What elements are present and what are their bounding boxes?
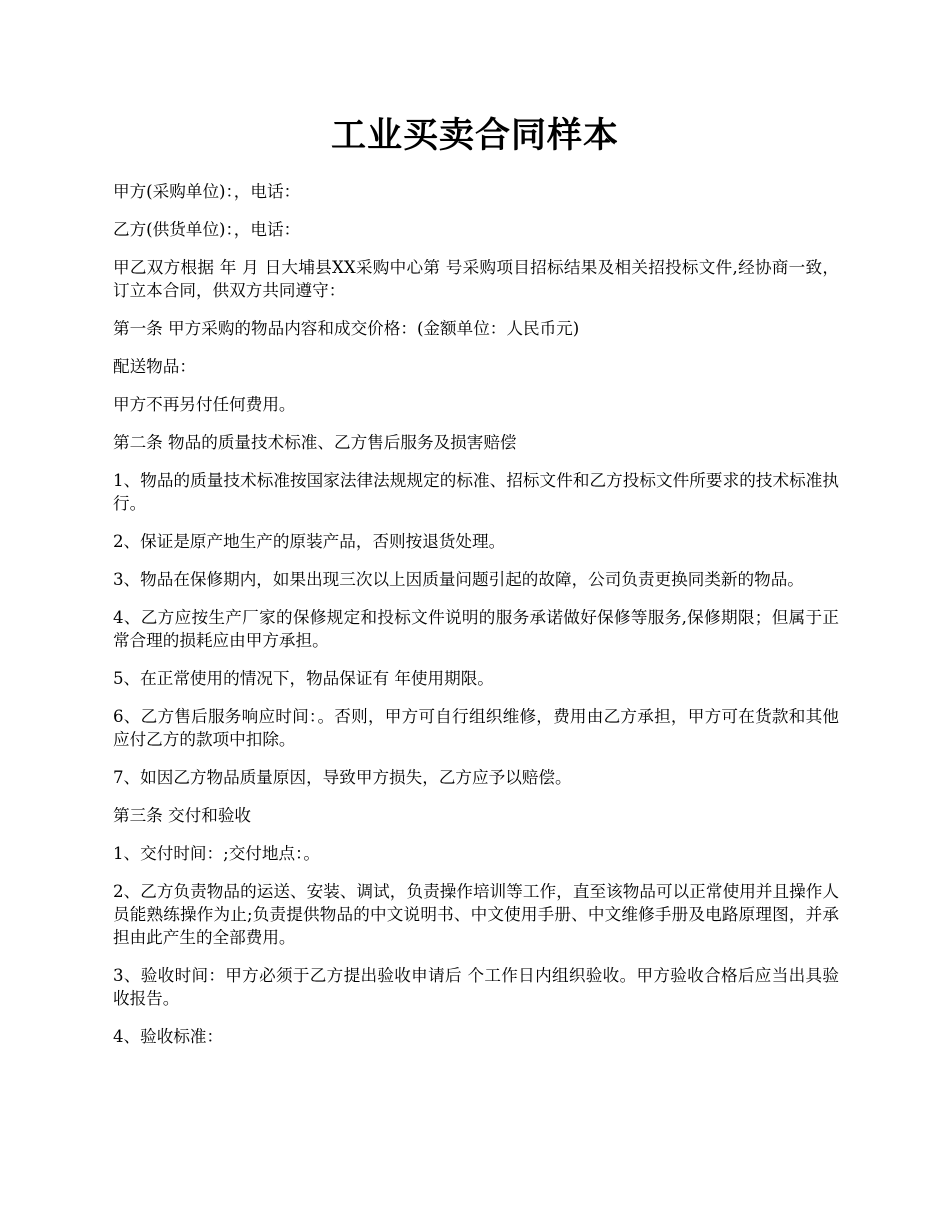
preamble-paragraph: 甲乙双方根据 年 月 日大埔县XX采购中心第 号采购项目招标结果及相关招投标文件,经协商一致，订立本合同，供双方共同遵守：: [113, 258, 839, 300]
no-extra-fee-line: 甲方不再另付任何费用。: [113, 395, 296, 414]
article-2-heading: 第二条 物品的质量技术标准、乙方售后服务及损害赔偿: [113, 433, 517, 452]
delivery-items-line: 配送物品：: [113, 357, 196, 376]
article-2-clause-2: 2、保证是原产地生产的原装产品，否则按退货处理。: [113, 532, 506, 551]
article-1-heading: 第一条 甲方采购的物品内容和成交价格：(金额单位：人民币元): [113, 319, 580, 338]
article-2-clause-7: 7、如因乙方物品质量原因，导致甲方损失，乙方应予以赔偿。: [113, 768, 572, 787]
document-body: [113, 180, 839, 1063]
article-2-clause-5: 5、在正常使用的情况下，物品保证有 年使用期限。: [113, 669, 494, 688]
article-2-clause-1: 1、物品的质量技术标准按国家法律法规规定的标准、招标文件和乙方投标文件所要求的技术标准执行。: [113, 471, 839, 513]
party-a-line: 甲方(采购单位)：，电话：: [113, 182, 301, 201]
document-title: 工业买卖合同样本: [330, 115, 619, 156]
article-3-clause-4: 4、验收标准：: [113, 1027, 224, 1046]
article-3-clause-1: 1、交付时间：;交付地点：。: [113, 844, 320, 863]
article-3-clause-2: 2、乙方负责物品的运送、安装、调试，负责操作培训等工作，直至该物品可以正常使用并且操作人员能熟练操作为止;负责提供物品的中文说明书、中文使用手册、中文维修手册及电路原理图，并承担由此产生的全部费用。: [113, 882, 839, 947]
article-3-clause-3: 3、验收时间：甲方必须于乙方提出验收申请后 个工作日内组织验收。甲方验收合格后应当出具验收报告。: [113, 966, 839, 1008]
party-b-line: 乙方(供货单位)：，电话：: [113, 220, 301, 239]
article-2-clause-6: 6、乙方售后服务响应时间：。否则，甲方可自行组织维修，费用由乙方承担，甲方可在货款和其他应付乙方的款项中扣除。: [113, 707, 839, 749]
article-3-heading: 第三条 交付和验收: [113, 806, 252, 825]
article-2-clause-4: 4、乙方应按生产厂家的保修规定和投标文件说明的服务承诺做好保修等服务,保修期限；但属于正常合理的损耗应由甲方承担。: [113, 608, 839, 650]
article-2-clause-3: 3、物品在保修期内，如果出现三次以上因质量问题引起的故障，公司负责更换同类新的物品。: [113, 570, 804, 589]
